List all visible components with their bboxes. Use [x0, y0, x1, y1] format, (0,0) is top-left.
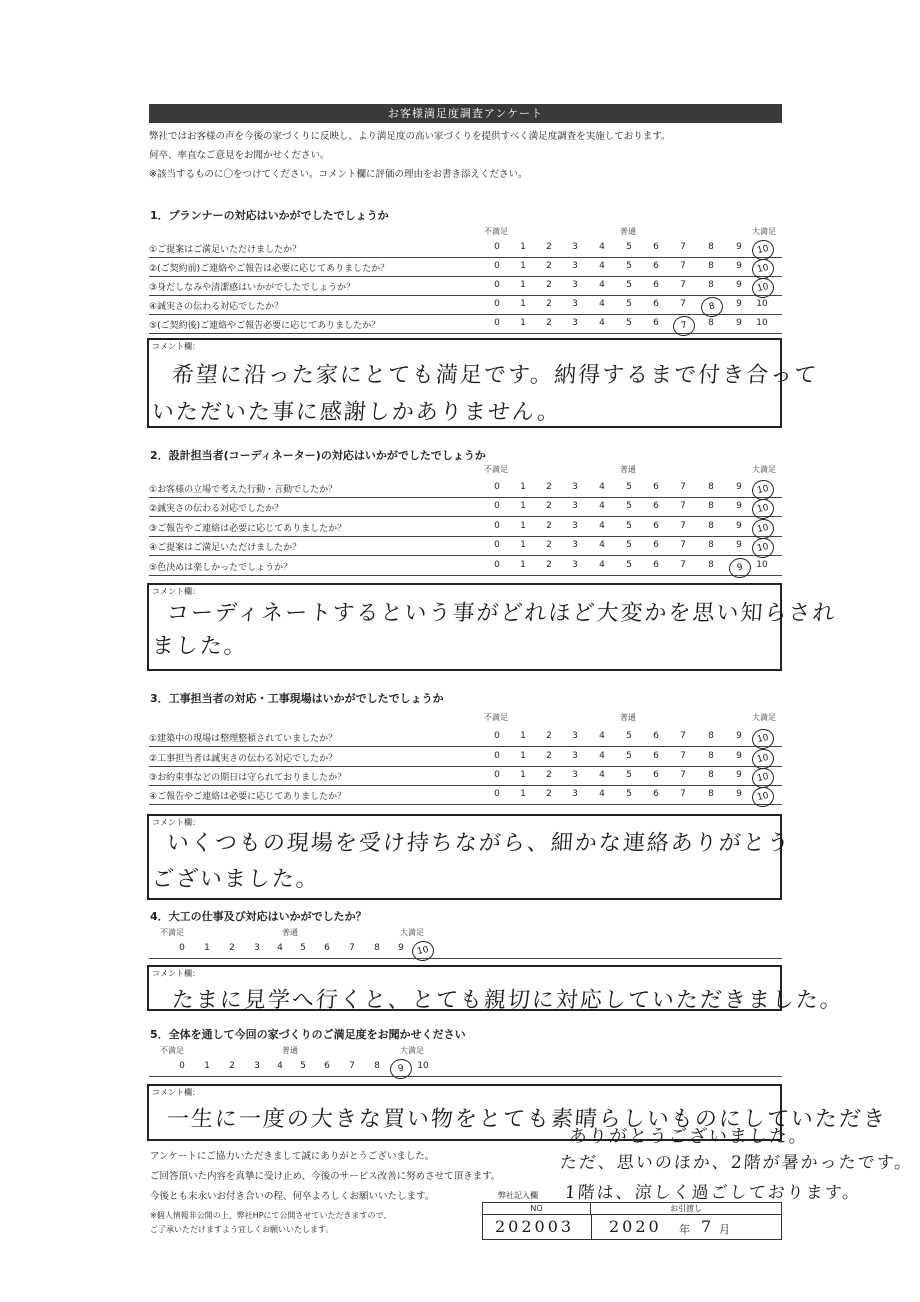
- rating-option-7[interactable]: 7: [680, 261, 686, 271]
- question-row: [149, 296, 782, 315]
- rating-option-8[interactable]: 8: [708, 280, 714, 290]
- question-row: [149, 518, 782, 537]
- selected-rating-circle: 10: [750, 727, 776, 751]
- question-row: [149, 315, 782, 334]
- rating-option-3[interactable]: 3: [572, 751, 578, 761]
- selected-rating-circle: 10: [750, 536, 776, 560]
- selected-rating-circle: 10: [750, 478, 776, 502]
- rating-option-6[interactable]: 6: [653, 318, 659, 328]
- section-title: 3．工事担当者の対応・工事現場はいかがでしたでしょうか: [150, 692, 444, 705]
- office-use-box: [482, 1202, 782, 1240]
- rating-option-6[interactable]: 6: [324, 1061, 330, 1071]
- question-label: ④ご報告やご連絡は必要に応じてありましたか？: [149, 792, 347, 802]
- rating-option-5[interactable]: 5: [626, 521, 632, 531]
- handwritten-comment-line: いただいた事に感謝しかありません。: [150, 400, 563, 425]
- comment-label: コメント欄：: [152, 818, 200, 827]
- rating-option-0[interactable]: 0: [494, 789, 500, 799]
- rating-option-3[interactable]: 3: [572, 731, 578, 741]
- no-label: NO: [530, 1204, 543, 1213]
- handwritten-comment-line: 希望に沿った家にとても満足です。納得するまで付き合って: [170, 363, 819, 388]
- rating-option-4[interactable]: 4: [599, 560, 605, 570]
- rating-option-7[interactable]: 7: [680, 501, 686, 511]
- rating-option-7[interactable]: 7: [680, 560, 686, 570]
- rating-option-10[interactable]: 10: [756, 318, 768, 328]
- rating-option-2[interactable]: 2: [546, 280, 552, 290]
- rating-option-4[interactable]: 4: [599, 751, 605, 761]
- rating-option-0[interactable]: 0: [494, 560, 500, 570]
- rating-option-4[interactable]: 4: [599, 770, 605, 780]
- rating-option-1[interactable]: 1: [520, 789, 526, 799]
- rating-option-0[interactable]: 0: [494, 482, 500, 492]
- question-row: [149, 786, 782, 805]
- rating-option-9[interactable]: 9: [736, 789, 742, 799]
- rating-option-7[interactable]: 7: [680, 731, 686, 741]
- rating-option-6[interactable]: 6: [653, 540, 659, 550]
- comment-box: [147, 338, 819, 428]
- scale-underline: [149, 958, 782, 959]
- selected-rating-circle: 10: [750, 497, 776, 521]
- rating-option-6[interactable]: 6: [653, 299, 659, 309]
- question-label: ①建築中の現場は整理整頓されていましたか？: [149, 734, 338, 744]
- question-label: ④ご提案はご満足いただけましたか？: [149, 543, 302, 553]
- rating-option-1[interactable]: 1: [520, 751, 526, 761]
- rating-option-5[interactable]: 5: [626, 501, 632, 511]
- rating-option-7[interactable]: 7: [349, 1061, 355, 1071]
- rating-option-0[interactable]: 0: [494, 261, 500, 271]
- question-row: [149, 537, 782, 556]
- rating-option-0[interactable]: 0: [494, 501, 500, 511]
- rating-option-3[interactable]: 3: [572, 789, 578, 799]
- rating-option-10[interactable]: 10: [756, 299, 768, 309]
- question-row: [149, 557, 782, 576]
- rating-option-3[interactable]: 3: [572, 482, 578, 492]
- section-title: 1．プランナーの対応はいかがでしたでしょうか: [150, 209, 389, 222]
- comment-label: コメント欄：: [152, 587, 200, 596]
- rating-option-1[interactable]: 1: [520, 521, 526, 531]
- intro-line-1: 弊社ではお客様の声を今後の家づくりに反映し、より満足度の高い家づくりを提供すべく満足度調査を実施しております。: [149, 131, 671, 142]
- handwritten-comment-line: ありがとうございました。: [568, 1126, 810, 1147]
- scale-high-label: 大満足: [752, 713, 776, 722]
- rating-option-3[interactable]: 3: [572, 280, 578, 290]
- selected-rating-circle: 10: [750, 766, 776, 790]
- section-title: 4．大工の仕事及び対応はいかがでしたか？: [150, 910, 367, 923]
- scale-low-label: 不満足: [484, 227, 508, 236]
- no-value: 202003: [495, 1217, 575, 1236]
- rating-option-2[interactable]: 2: [546, 789, 552, 799]
- rating-option-8[interactable]: 8: [708, 242, 714, 252]
- handover-label: お引渡し: [670, 1204, 702, 1213]
- extra-note-line-1: ただ、思いのほか、2階が暑かったです。: [559, 1153, 914, 1173]
- rating-option-9[interactable]: 9: [736, 280, 742, 290]
- rating-option-4[interactable]: 4: [599, 318, 605, 328]
- rating-option-6[interactable]: 6: [653, 501, 659, 511]
- scale-mid-label: 普通: [282, 1046, 298, 1055]
- footer-line-2: ご回答頂いた内容を真摯に受け止め、今後のサービス改善に努めさせて頂きます。: [150, 1171, 501, 1182]
- rating-option-8[interactable]: 8: [374, 1061, 380, 1071]
- selected-rating-circle: 10: [750, 257, 776, 281]
- scale-low-label: 不満足: [484, 713, 508, 722]
- scale-underline: [149, 1076, 782, 1077]
- rating-option-1[interactable]: 1: [520, 560, 526, 570]
- rating-option-2[interactable]: 2: [229, 1061, 235, 1071]
- section-title: 5．全体を通して今回の家づくりのご満足度をお聞かせください: [150, 1028, 466, 1041]
- comment-box: [147, 814, 792, 900]
- rating-option-4[interactable]: 4: [599, 501, 605, 511]
- rating-option-3[interactable]: 3: [572, 299, 578, 309]
- rating-option-5[interactable]: 5: [300, 943, 306, 953]
- rating-option-7[interactable]: 7: [680, 521, 686, 531]
- scale-high-label: 大満足: [400, 928, 424, 937]
- intro-line-3: ※該当するものに〇をつけてください。コメント欄に評価の理由をお書き添えください。: [149, 169, 528, 180]
- rating-option-0[interactable]: 0: [494, 731, 500, 741]
- rating-option-5[interactable]: 5: [626, 318, 632, 328]
- rating-option-8[interactable]: 8: [708, 318, 714, 328]
- rating-option-9[interactable]: 9: [736, 731, 742, 741]
- rating-option-3[interactable]: 3: [572, 540, 578, 550]
- rating-option-6[interactable]: 6: [653, 261, 659, 271]
- rating-option-2[interactable]: 2: [229, 943, 235, 953]
- rating-option-1[interactable]: 1: [520, 540, 526, 550]
- scale-high-label: 大満足: [400, 1046, 424, 1055]
- rating-option-2[interactable]: 2: [546, 261, 552, 271]
- rating-option-6[interactable]: 6: [653, 751, 659, 761]
- comment-label: コメント欄：: [152, 1088, 200, 1097]
- rating-option-1[interactable]: 1: [520, 280, 526, 290]
- extra-note-line-2: 1階は、涼しく過ごしております。: [564, 1183, 862, 1203]
- rating-option-0[interactable]: 0: [494, 280, 500, 290]
- question-row: [149, 728, 782, 747]
- rating-option-5[interactable]: 5: [626, 242, 632, 252]
- rating-option-9[interactable]: 9: [398, 943, 404, 953]
- rating-option-9[interactable]: 9: [736, 261, 742, 271]
- question-label: ②誠実さの伝わる対応でしたか？: [149, 504, 284, 514]
- rating-option-4[interactable]: 4: [599, 280, 605, 290]
- rating-option-9[interactable]: 9: [736, 521, 742, 531]
- rating-option-2[interactable]: 2: [546, 299, 552, 309]
- scale-high-label: 大満足: [752, 465, 776, 474]
- rating-option-4[interactable]: 4: [599, 482, 605, 492]
- rating-option-9[interactable]: 9: [736, 242, 742, 252]
- rating-option-1[interactable]: 1: [520, 770, 526, 780]
- question-row: [149, 748, 782, 767]
- rating-option-3[interactable]: 3: [572, 560, 578, 570]
- rating-option-5[interactable]: 5: [626, 770, 632, 780]
- selected-rating-circle: 9: [727, 556, 753, 580]
- question-row: [149, 479, 782, 498]
- month-label: 月: [719, 1223, 730, 1236]
- rating-option-9[interactable]: 9: [736, 751, 742, 761]
- rating-option-9[interactable]: 9: [736, 540, 742, 550]
- rating-option-5[interactable]: 5: [626, 299, 632, 309]
- rating-option-5[interactable]: 5: [626, 731, 632, 741]
- comment-label: コメント欄：: [152, 969, 200, 978]
- rating-option-4[interactable]: 4: [599, 521, 605, 531]
- scale-high-label: 大満足: [752, 227, 776, 236]
- rating-option-2[interactable]: 2: [546, 521, 552, 531]
- rating-option-7[interactable]: 7: [680, 751, 686, 761]
- selected-rating-circle: 7: [671, 314, 697, 338]
- scale-mid-label: 普通: [620, 227, 636, 236]
- rating-option-3[interactable]: 3: [572, 501, 578, 511]
- rating-option-8[interactable]: 8: [708, 731, 714, 741]
- rating-option-7[interactable]: 7: [680, 789, 686, 799]
- rating-option-8[interactable]: 8: [708, 261, 714, 271]
- rating-option-2[interactable]: 2: [546, 242, 552, 252]
- rating-option-2[interactable]: 2: [546, 501, 552, 511]
- selected-rating-circle: 8: [699, 295, 725, 319]
- comment-box: [147, 583, 838, 671]
- comment-label: コメント欄：: [152, 342, 200, 351]
- rating-option-5[interactable]: 5: [626, 751, 632, 761]
- rating-option-6[interactable]: 6: [653, 731, 659, 741]
- scale-mid-label: 普通: [620, 713, 636, 722]
- rating-option-8[interactable]: 8: [708, 501, 714, 511]
- rating-option-0[interactable]: 0: [494, 540, 500, 550]
- rating-option-6[interactable]: 6: [653, 560, 659, 570]
- rating-option-5[interactable]: 5: [300, 1061, 306, 1071]
- handwritten-comment-line: いくつもの現場を受け持ちながら、細かな連絡ありがとう: [165, 831, 792, 856]
- rating-option-3[interactable]: 3: [254, 943, 260, 953]
- rating-option-1[interactable]: 1: [520, 731, 526, 741]
- rating-option-9[interactable]: 9: [736, 501, 742, 511]
- rating-option-7[interactable]: 7: [680, 280, 686, 290]
- no-header-cell: [483, 1203, 591, 1215]
- rating-option-8[interactable]: 8: [708, 540, 714, 550]
- rating-option-7[interactable]: 7: [349, 943, 355, 953]
- rating-option-0[interactable]: 0: [179, 943, 185, 953]
- rating-option-8[interactable]: 8: [708, 789, 714, 799]
- selected-rating-circle: 9: [388, 1057, 414, 1081]
- rating-option-4[interactable]: 4: [599, 789, 605, 799]
- rating-option-2[interactable]: 2: [546, 731, 552, 741]
- rating-option-4[interactable]: 4: [599, 731, 605, 741]
- rating-option-8[interactable]: 8: [708, 751, 714, 761]
- question-label: ③ご報告やご連絡は必要に応じてありましたか？: [149, 524, 347, 534]
- scale-low-label: 不満足: [160, 1046, 184, 1055]
- rating-option-7[interactable]: 7: [680, 299, 686, 309]
- handover-year: 2020: [609, 1217, 662, 1236]
- office-use-label: 弊社記入欄: [498, 1191, 538, 1200]
- comment-box: [147, 1084, 888, 1147]
- rating-option-4[interactable]: 4: [599, 540, 605, 550]
- rating-option-2[interactable]: 2: [546, 482, 552, 492]
- handwritten-comment-line: コーディネートするという事がどれほど大変かを思い知らされ: [165, 601, 838, 626]
- rating-option-6[interactable]: 6: [653, 770, 659, 780]
- selected-rating-circle: 10: [750, 517, 776, 541]
- question-label: ④誠実さの伝わる対応でしたか？: [149, 302, 284, 312]
- rating-option-0[interactable]: 0: [179, 1061, 185, 1071]
- handwritten-comment-line: ました。: [150, 634, 249, 659]
- rating-option-1[interactable]: 1: [204, 1061, 210, 1071]
- scale-mid-label: 普通: [620, 465, 636, 474]
- rating-option-5[interactable]: 5: [626, 482, 632, 492]
- question-label: ⑤色決めは楽しかったでしょうか？: [149, 563, 293, 573]
- question-label: ⑤(ご契約後)ご連絡やご報告必要に応じてありましたか？: [149, 321, 381, 331]
- question-label: ②(ご契約前)ご連絡やご報告は必要に応じてありましたか？: [149, 264, 390, 274]
- rating-option-0[interactable]: 0: [494, 751, 500, 761]
- question-row: [149, 767, 782, 786]
- footer-line-3: 今後とも末永いお付き合いの程、何卒よろしくお願いいたします。: [150, 1191, 435, 1202]
- question-label: ②工事担当者は誠実さの伝わる対応でしたか？: [149, 754, 338, 764]
- rating-option-6[interactable]: 6: [653, 482, 659, 492]
- comment-box: [147, 965, 845, 1013]
- rating-option-3[interactable]: 3: [572, 318, 578, 328]
- rating-option-0[interactable]: 0: [494, 521, 500, 531]
- rating-option-1[interactable]: 1: [520, 261, 526, 271]
- rating-option-4[interactable]: 4: [599, 261, 605, 271]
- rating-option-0[interactable]: 0: [494, 770, 500, 780]
- rating-option-4[interactable]: 4: [277, 943, 283, 953]
- rating-option-8[interactable]: 8: [708, 482, 714, 492]
- rating-option-6[interactable]: 6: [324, 943, 330, 953]
- rating-option-4[interactable]: 4: [277, 1061, 283, 1071]
- rating-option-5[interactable]: 5: [626, 261, 632, 271]
- scale-low-label: 不満足: [160, 928, 184, 937]
- rating-option-2[interactable]: 2: [546, 560, 552, 570]
- section-title: 2．設計担当者(コーディネーター)の対応はいかがでしたでしょうか: [150, 449, 486, 462]
- rating-option-1[interactable]: 1: [520, 299, 526, 309]
- rating-option-5[interactable]: 5: [626, 789, 632, 799]
- rating-option-3[interactable]: 3: [572, 770, 578, 780]
- rating-option-6[interactable]: 6: [653, 789, 659, 799]
- rating-option-7[interactable]: 7: [680, 770, 686, 780]
- rating-option-9[interactable]: 9: [736, 770, 742, 780]
- rating-option-8[interactable]: 8: [708, 560, 714, 570]
- rating-option-2[interactable]: 2: [546, 751, 552, 761]
- rating-option-9[interactable]: 9: [736, 299, 742, 309]
- question-label: ①お客様の立場で考えた行動・言動でしたか？: [149, 485, 338, 495]
- rating-option-7[interactable]: 7: [680, 540, 686, 550]
- rating-option-6[interactable]: 6: [653, 521, 659, 531]
- rating-option-10[interactable]: 10: [417, 1061, 429, 1071]
- rating-option-2[interactable]: 2: [546, 318, 552, 328]
- rating-option-3[interactable]: 3: [572, 242, 578, 252]
- question-label: ③身だしなみや清潔感はいかがでしたでしょうか？: [149, 283, 356, 293]
- handover-month: 7: [701, 1217, 715, 1236]
- handwritten-comment-line: たまに見学へ行くと、とても親切に対応していただきました。: [170, 988, 845, 1013]
- selected-rating-circle: 10: [410, 939, 436, 963]
- question-label: ③お約束事などの期日は守られておりましたか？: [149, 773, 347, 783]
- footer-line-1: アンケートにご協力いただきまして誠にありがとうございました。: [150, 1151, 435, 1162]
- scale-low-label: 不満足: [484, 465, 508, 474]
- rating-option-4[interactable]: 4: [599, 242, 605, 252]
- rating-option-5[interactable]: 5: [626, 280, 632, 290]
- rating-option-1[interactable]: 1: [204, 943, 210, 953]
- scale-mid-label: 普通: [282, 928, 298, 937]
- privacy-line-2: ご了承いただけますよう宜しくお願いいたします。: [150, 1225, 334, 1234]
- rating-option-0[interactable]: 0: [494, 299, 500, 309]
- question-label: ①ご提案はご満足いただけましたか？: [149, 245, 302, 255]
- rating-option-5[interactable]: 5: [626, 540, 632, 550]
- question-row: [149, 498, 782, 517]
- rating-option-2[interactable]: 2: [546, 540, 552, 550]
- rating-option-0[interactable]: 0: [494, 242, 500, 252]
- rating-option-2[interactable]: 2: [546, 770, 552, 780]
- selected-rating-circle: 10: [750, 747, 776, 771]
- rating-option-3[interactable]: 3: [572, 261, 578, 271]
- rating-option-1[interactable]: 1: [520, 482, 526, 492]
- rating-option-3[interactable]: 3: [572, 521, 578, 531]
- rating-option-1[interactable]: 1: [520, 242, 526, 252]
- intro-line-2: 何卒、率直なご意見をお聞かせください。: [149, 150, 330, 161]
- question-row: [149, 239, 782, 258]
- rating-option-5[interactable]: 5: [626, 560, 632, 570]
- rating-option-9[interactable]: 9: [736, 318, 742, 328]
- question-row: [149, 277, 782, 296]
- rating-option-9[interactable]: 9: [736, 482, 742, 492]
- rating-option-7[interactable]: 7: [680, 482, 686, 492]
- selected-rating-circle: 10: [750, 276, 776, 300]
- office-box-divider: [591, 1215, 592, 1239]
- rating-option-10[interactable]: 10: [756, 560, 768, 570]
- rating-option-8[interactable]: 8: [708, 521, 714, 531]
- rating-option-6[interactable]: 6: [653, 280, 659, 290]
- rating-option-1[interactable]: 1: [520, 318, 526, 328]
- rating-option-1[interactable]: 1: [520, 501, 526, 511]
- selected-rating-circle: 10: [750, 238, 776, 262]
- rating-option-4[interactable]: 4: [599, 299, 605, 309]
- rating-option-0[interactable]: 0: [494, 318, 500, 328]
- year-label: 年: [679, 1223, 690, 1236]
- handwritten-comment-line: ございました。: [150, 867, 321, 892]
- survey-title: お客様満足度調査アンケート: [149, 104, 782, 123]
- rating-option-6[interactable]: 6: [653, 242, 659, 252]
- rating-option-8[interactable]: 8: [374, 943, 380, 953]
- question-row: [149, 258, 782, 277]
- rating-option-3[interactable]: 3: [254, 1061, 260, 1071]
- rating-option-7[interactable]: 7: [680, 242, 686, 252]
- handover-header-cell: [591, 1203, 781, 1215]
- selected-rating-circle: 10: [750, 785, 776, 809]
- privacy-line-1: ※個人情報非公開の上、弊社HPにて公開させていただきますので、: [150, 1211, 392, 1220]
- rating-option-8[interactable]: 8: [708, 770, 714, 780]
- handwritten-comment-line: 一生に一度の大きな買い物をとても素晴らしいものにしていただき: [165, 1107, 888, 1132]
